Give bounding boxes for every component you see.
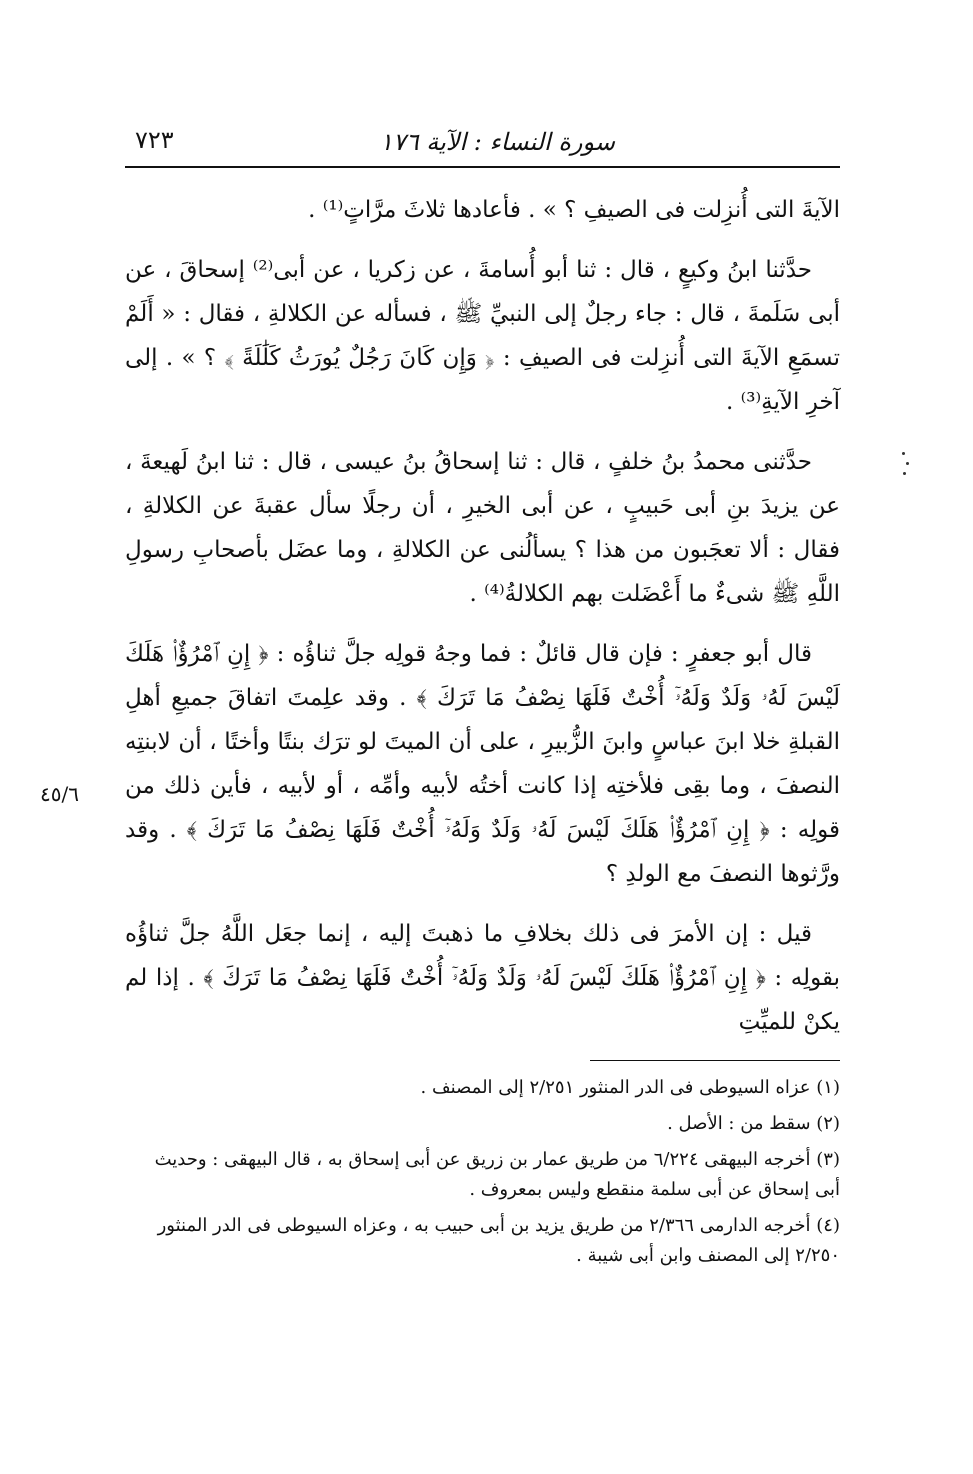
paragraph-hadith-ibn-waki: حدَّثنا ابنُ وكيعٍ ، قال : ثنا أبو أُسامةَ ، عن زكريا ، عن أبى⁽²⁾ إسحاقَ ، عن أبى سَلَمةَ ، قال : جاء رجلٌ إلى النبيِّ ﷺ ، فسأله عن الكلالةِ ، فقال : « أَلَمْ تسمَعِ الآيةَ التى أُنزِلت فى الصيفِ : ﴿ وَإِن كَانَ رَجُلٌ يُورَثُ كَلَٰلَةً ﴾ ؟ » . إلى آخرِ الآيةِ⁽³⁾ . xyxy=(125,257,840,415)
running-header xyxy=(125,118,840,168)
speck-mark xyxy=(902,452,905,455)
footnote-4: (٤) أخرجه الدارمى ٢/٣٦٦ من طريق يزيد بن أبى حبيب به ، وعزاه السيوطى فى الدر المنثور ٢/٢٥٠ إلى المصنف وابن أبى شيبة . xyxy=(157,1215,840,1266)
footnotes xyxy=(125,1073,840,1271)
margin-reference: ٤٥/٦ xyxy=(40,782,79,806)
footnote-2: (٢) سقط من : الأصل . xyxy=(667,1113,840,1134)
book-page xyxy=(125,118,840,1378)
footnote-divider xyxy=(590,1060,840,1061)
paragraph-answer: قيل : إن الأمرَ فى ذلك بخلافِ ما ذهبتَ إليه ، إنما جعَل اللَّهُ جلَّ ثناؤُه بقولِه : ﴿ إِنِ ٱمْرُؤٌا۟ هَلَكَ لَيْسَ لَهُۥ وَلَدٌ وَلَهُۥٓ أُخْتٌ فَلَهَا نِصْفُ مَا تَرَكَ ﴾ . إذا لم يكنْ للميِّتِ xyxy=(125,921,840,1035)
footnote-1: (١) عزاه السيوطى فى الدر المنثور ٢/٢٥١ إلى المصنف . xyxy=(420,1077,840,1098)
paragraph-abu-jafar-question: قال أبو جعفرٍ : فإن قال قائلٌ : فما وجهُ قولِه جلَّ ثناؤُه : ﴿ إِنِ ٱمْرُؤٌا۟ هَلَكَ لَيْسَ لَهُۥ وَلَدٌ وَلَهُۥٓ أُخْتٌ فَلَهَا نِصْفُ مَا تَرَكَ ﴾ . وقد علِمتَ اتفاقَ جميعِ أهلِ القبلةِ خلا ابنَ عباسٍ وابنَ الزُّبيرِ ، على أن الميتَ لو ترَك بنتًا وأختًا ، أن لابنتِه النصفَ ، وما بقِى فلأختِه إذا كانت أختُه لأبيه وأمِّه ، أو لأبيه ، فأين ذلك من قولِه : ﴿ إِنِ ٱمْرُؤٌا۟ هَلَكَ لَيْسَ لَهُۥ وَلَدٌ وَلَهُۥٓ أُخْتٌ فَلَهَا نِصْفُ مَا تَرَكَ ﴾ . وقد ورَّثوها النصفَ مع الولدِ ؟ xyxy=(125,641,840,887)
speck-mark xyxy=(906,462,909,465)
page-number: ٧٢٣ xyxy=(135,126,174,154)
speck-mark xyxy=(903,472,906,475)
footnote-3: (٣) أخرجه البيهقى ٦/٢٢٤ من طريق عمار بن زريق عن أبى إسحاق به ، قال البيهقى : وحديث أبى إسحاق عن أبى سلمة منقطع وليس بمعروف . xyxy=(154,1149,840,1200)
body-text xyxy=(125,188,840,1044)
scan-specks xyxy=(900,450,912,480)
paragraph-continuation: الآيةَ التى أُنزِلت فى الصيفِ ؟ » . فأعادها ثلاثَ مرَّاتٍ⁽¹⁾ . xyxy=(308,197,840,223)
surah-header-title: سورة النساء : الآية ١٧٦ xyxy=(379,128,615,156)
paragraph-hadith-muhammad-ibn-khalaf: حدَّثنى محمدُ بنُ خلفٍ ، قال : ثنا إسحاقُ بنُ عيسى ، قال : ثنا ابنُ لَهيعةَ ، عن يزيدَ بنِ أبى حَبيبٍ ، عن أبى الخيرِ ، أن رجلًا سأل عقبةَ عن الكلالةِ ، فقال : ألا تعجَبون من هذا ؟ يسألُنى عن الكلالةِ ، وما عضَل بأصحابِ رسولِ اللَّهِ ﷺ شىءٌ ما أَعْضَلت بهم الكلالةُ⁽⁴⁾ . xyxy=(125,449,840,607)
